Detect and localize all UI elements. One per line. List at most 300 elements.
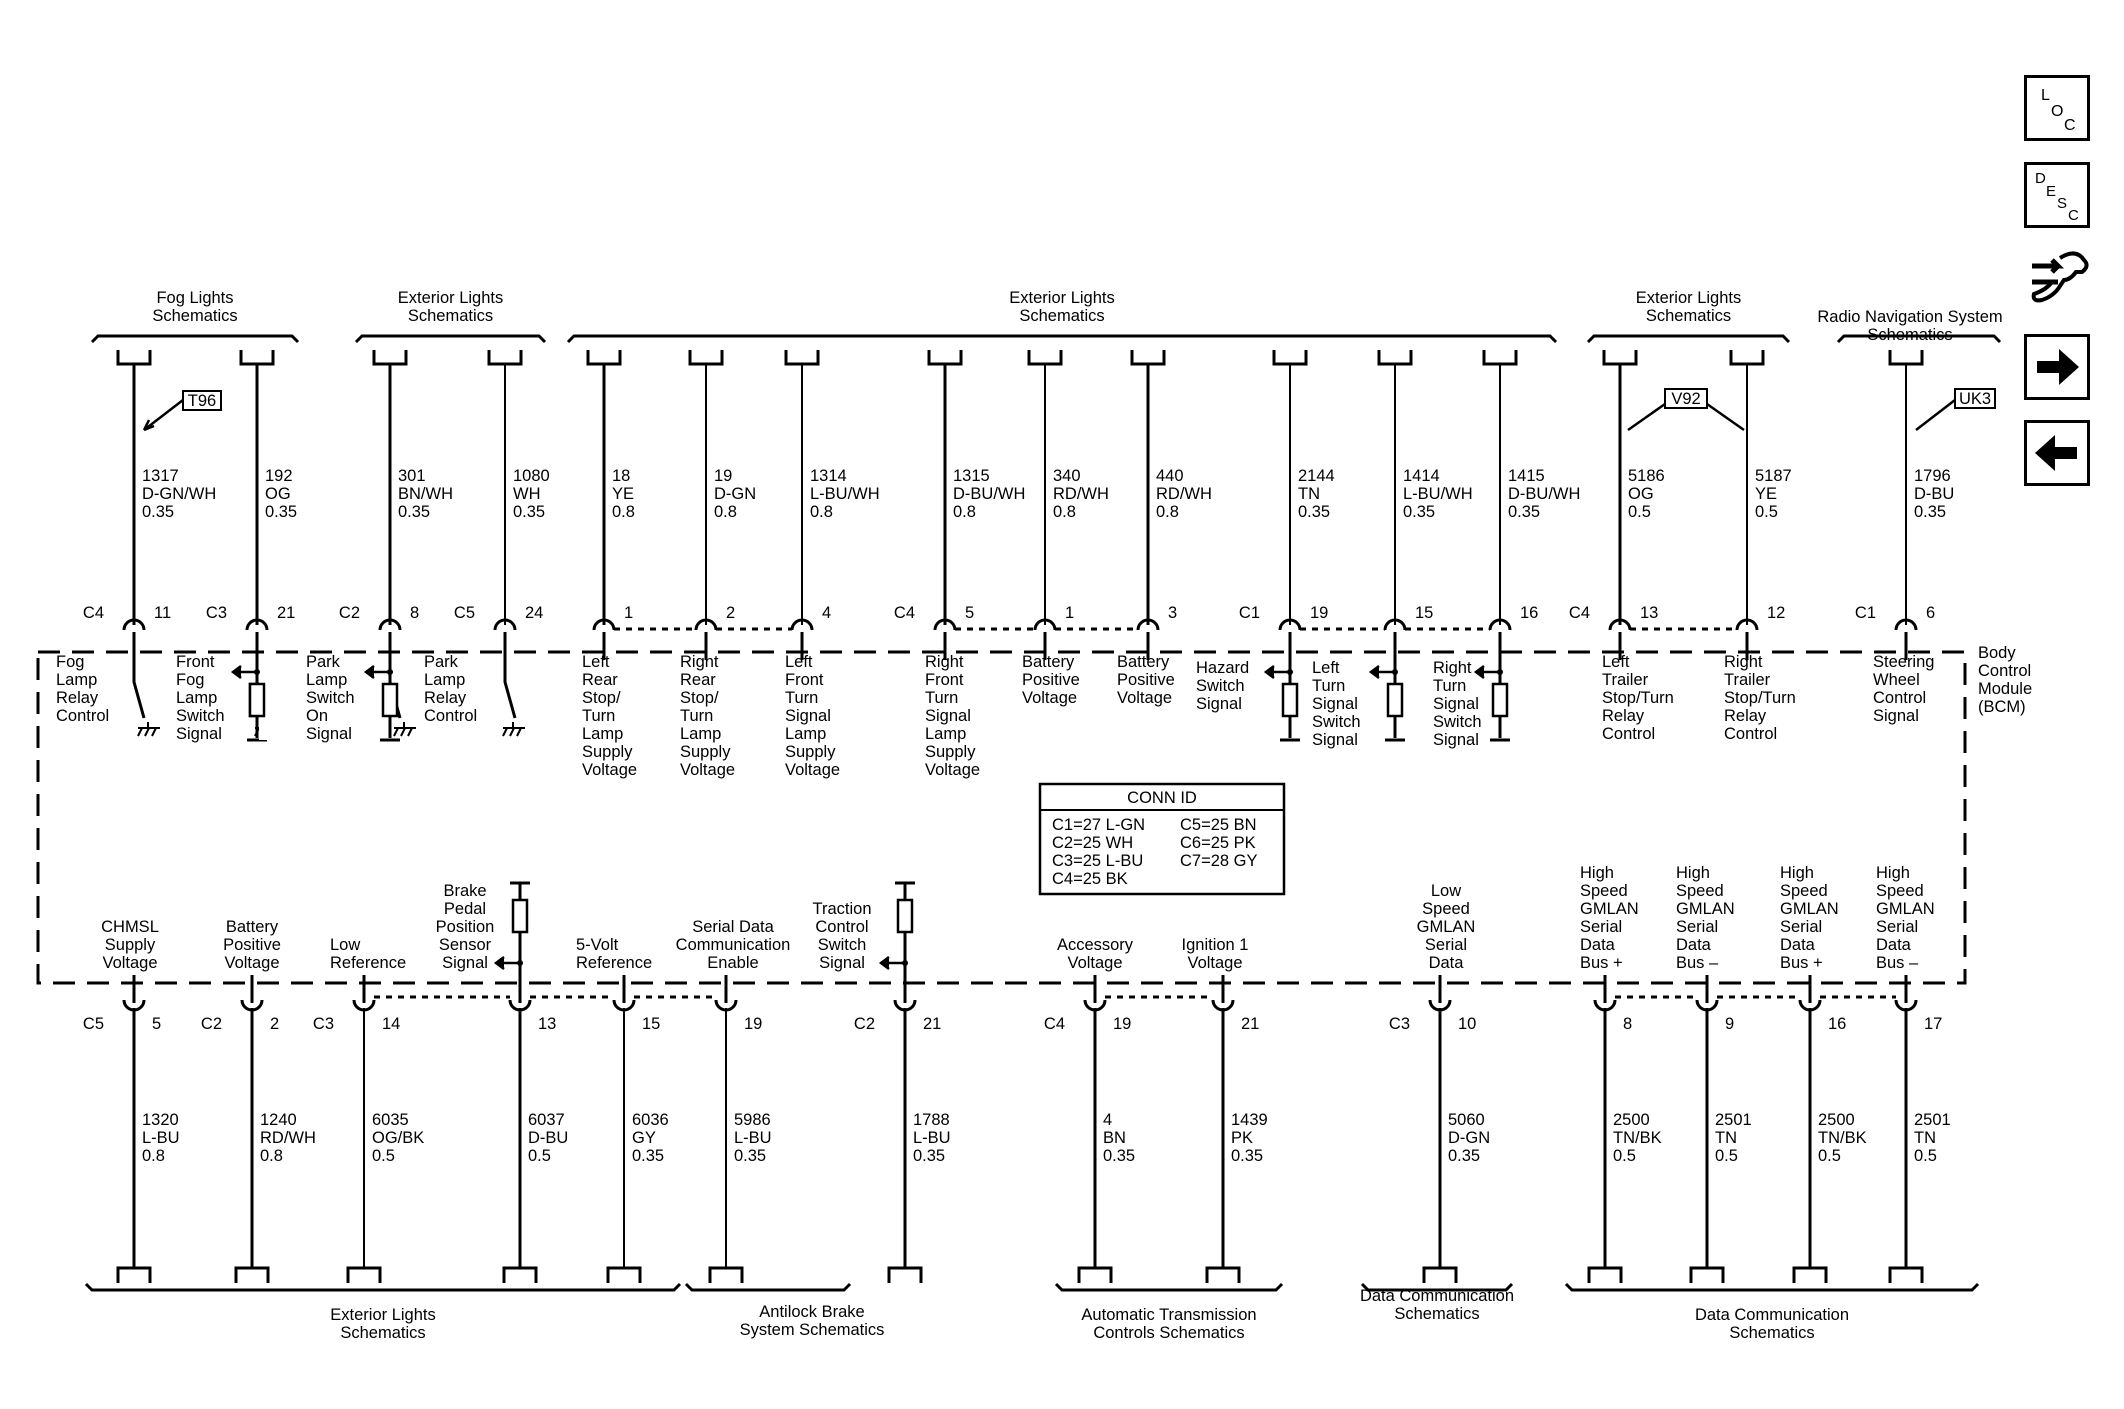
bottom-connector-stub-8 bbox=[1207, 1268, 1239, 1283]
bottom-bracket-label-4-line-1: Schematics bbox=[1729, 1324, 1815, 1342]
top-function-label-11-line-2: Signal bbox=[1312, 695, 1358, 713]
top-function-label-7-line-4: Lamp bbox=[925, 725, 967, 743]
top-function-label-7-line-6: Voltage bbox=[925, 761, 981, 779]
bottom-pin-number-6: 21 bbox=[923, 1015, 942, 1033]
top-circuit-3 bbox=[489, 350, 525, 736]
top-circuit-number-6: 1314 bbox=[810, 467, 847, 485]
sensor-splice-dot-1 bbox=[902, 960, 908, 966]
top-pin-number-9: 3 bbox=[1168, 604, 1178, 622]
top-bracket-label-2-line-0: Exterior Lights bbox=[1009, 289, 1115, 307]
top-function-label-12-line-3: Switch bbox=[1433, 713, 1482, 731]
bottom-bracket-2 bbox=[1056, 1284, 1282, 1290]
top-pin-number-5: 2 bbox=[726, 604, 736, 622]
bottom-circuit-gauge-9: 0.35 bbox=[1448, 1147, 1481, 1165]
bottom-pin-number-4: 15 bbox=[642, 1015, 661, 1033]
bottom-function-label-11-line-1: Speed bbox=[1676, 882, 1724, 900]
bottom-circuit-color-4: GY bbox=[632, 1129, 656, 1147]
top-connector-id-3: C5 bbox=[453, 604, 475, 622]
top-circuit-gauge-5: 0.8 bbox=[714, 503, 737, 521]
bottom-circuit-color-7: BN bbox=[1103, 1129, 1126, 1147]
desc-letter-s: S bbox=[2057, 195, 2068, 212]
top-circuit-number-4: 18 bbox=[612, 467, 631, 485]
top-connector-id-7: C4 bbox=[893, 604, 915, 622]
bottom-function-label-12-line-3: Serial bbox=[1780, 918, 1823, 936]
bottom-function-label-11-line-2: GMLAN bbox=[1676, 900, 1735, 918]
bottom-function-label-8-line-1: Voltage bbox=[1187, 954, 1243, 972]
loc-letter-l: L bbox=[2041, 87, 2050, 104]
previous-arrow-icon bbox=[2027, 423, 2087, 483]
top-function-label-7-line-1: Front bbox=[925, 671, 964, 689]
top-function-label-12-line-4: Signal bbox=[1433, 731, 1479, 749]
top-function-label-7-line-0: Right bbox=[925, 653, 964, 671]
bottom-pin-number-7: 19 bbox=[1113, 1015, 1132, 1033]
bottom-circuit-gauge-12: 0.5 bbox=[1818, 1147, 1841, 1165]
bottom-pin-number-0: 5 bbox=[152, 1015, 162, 1033]
top-circuit-gauge-15: 0.35 bbox=[1914, 503, 1947, 521]
previous-page-button[interactable] bbox=[2024, 420, 2090, 486]
top-pin-number-7: 5 bbox=[965, 604, 975, 622]
bottom-function-label-10-line-4: Data bbox=[1580, 936, 1615, 954]
top-function-label-2-line-0: Park bbox=[306, 653, 340, 671]
desc-button[interactable] bbox=[2024, 162, 2090, 228]
top-connector-stub-12 bbox=[1484, 350, 1516, 364]
option-tag-uk3-arrow bbox=[1916, 400, 1955, 430]
top-function-label-2-line-3: On bbox=[306, 707, 329, 725]
bottom-connector-stub-6 bbox=[889, 1268, 921, 1283]
top-connector-id-10: C1 bbox=[1238, 604, 1260, 622]
top-pin-number-3: 24 bbox=[525, 604, 544, 622]
bottom-circuit-color-5: L-BU bbox=[734, 1129, 772, 1147]
top-connector-id-13: C4 bbox=[1568, 604, 1590, 622]
top-connector-stub-14 bbox=[1731, 350, 1763, 364]
service-info-button[interactable] bbox=[2024, 246, 2090, 312]
top-connector-stub-4 bbox=[588, 350, 620, 364]
top-function-label-10-line-0: Hazard bbox=[1196, 659, 1250, 677]
top-function-label-4-line-0: Left bbox=[582, 653, 610, 671]
bottom-connector-id-0: C5 bbox=[82, 1015, 104, 1033]
top-function-label-6-line-2: Turn bbox=[785, 689, 819, 707]
top-function-label-3-line-2: Relay bbox=[424, 689, 467, 707]
top-function-label-5-line-2: Stop/ bbox=[680, 689, 719, 707]
bottom-circuit-color-12: TN/BK bbox=[1818, 1129, 1867, 1147]
bottom-pin-number-3: 13 bbox=[538, 1015, 557, 1033]
conn-id-right-0: C5=25 BN bbox=[1180, 816, 1257, 834]
bottom-bracket-1 bbox=[686, 1284, 850, 1290]
top-function-label-1-line-2: Lamp bbox=[176, 689, 218, 707]
splice-dot-2 bbox=[387, 669, 393, 675]
top-function-label-3-line-0: Park bbox=[424, 653, 458, 671]
top-function-label-4-line-6: Voltage bbox=[582, 761, 638, 779]
top-connector-stub-13 bbox=[1604, 350, 1636, 364]
bottom-function-label-6-line-0: Traction bbox=[812, 900, 872, 918]
bottom-circuit-color-1: RD/WH bbox=[260, 1129, 316, 1147]
bottom-connector-id-2: C3 bbox=[312, 1015, 334, 1033]
bottom-bracket-0 bbox=[86, 1284, 680, 1290]
top-function-label-12-line-1: Turn bbox=[1433, 677, 1467, 695]
top-pin-number-13: 13 bbox=[1640, 604, 1659, 622]
desc-letter-d: D bbox=[2035, 170, 2046, 187]
top-connector-stub-0 bbox=[118, 350, 150, 364]
bottom-circuit-gauge-11: 0.5 bbox=[1715, 1147, 1738, 1165]
sensor-splice-dot-0 bbox=[517, 960, 523, 966]
top-function-label-11-line-0: Left bbox=[1312, 659, 1340, 677]
top-circuit-number-2: 301 bbox=[398, 467, 426, 485]
bottom-pin-number-5: 19 bbox=[744, 1015, 763, 1033]
splice-dot-10 bbox=[1287, 669, 1293, 675]
top-connector-stub-6 bbox=[786, 350, 818, 364]
loc-button[interactable] bbox=[2024, 75, 2090, 141]
bottom-bracket-label-0-line-1: Schematics bbox=[340, 1324, 426, 1342]
top-function-label-9-line-1: Positive bbox=[1117, 671, 1175, 689]
top-bracket-1 bbox=[356, 336, 545, 342]
desc-letter-c: C bbox=[2068, 207, 2079, 224]
top-circuit-number-7: 1315 bbox=[953, 467, 990, 485]
top-circuit-color-3: WH bbox=[513, 485, 541, 503]
top-pin-number-0: 11 bbox=[154, 604, 172, 622]
top-bracket-label-0-line-1: Schematics bbox=[152, 307, 238, 325]
top-circuit-number-15: 1796 bbox=[1914, 467, 1951, 485]
top-circuit-number-5: 19 bbox=[714, 467, 733, 485]
desc-letter-e: E bbox=[2046, 183, 2057, 200]
top-circuit-color-0: D-GN/WH bbox=[142, 485, 217, 503]
top-circuit-number-13: 5186 bbox=[1628, 467, 1665, 485]
top-circuit-gauge-0: 0.35 bbox=[142, 503, 175, 521]
top-function-label-13-line-2: Stop/Turn bbox=[1602, 689, 1674, 707]
bottom-connector-id-9: C3 bbox=[1388, 1015, 1410, 1033]
top-circuit-2 bbox=[374, 350, 416, 736]
top-function-label-8-line-1: Positive bbox=[1022, 671, 1080, 689]
bottom-function-label-10-line-5: Bus + bbox=[1580, 954, 1623, 972]
top-function-label-14-line-2: Stop/Turn bbox=[1724, 689, 1796, 707]
bottom-connector-stub-11 bbox=[1691, 1268, 1723, 1283]
input-arrow-10 bbox=[1266, 666, 1290, 678]
top-function-label-12-line-0: Right bbox=[1433, 659, 1472, 677]
bottom-circuit-number-9: 5060 bbox=[1448, 1111, 1485, 1129]
bottom-connector-stub-13 bbox=[1890, 1268, 1922, 1283]
bottom-circuit-number-2: 6035 bbox=[372, 1111, 409, 1129]
bottom-pin-number-2: 14 bbox=[382, 1015, 401, 1033]
bottom-pin-number-9: 10 bbox=[1458, 1015, 1477, 1033]
bottom-function-label-13-line-5: Bus – bbox=[1876, 954, 1919, 972]
bottom-connector-id-1: C2 bbox=[200, 1015, 222, 1033]
top-function-label-2-line-1: Lamp bbox=[306, 671, 348, 689]
bottom-connector-stub-10 bbox=[1589, 1268, 1621, 1283]
top-function-label-15-line-2: Control bbox=[1873, 689, 1927, 707]
bottom-function-label-13-line-1: Speed bbox=[1876, 882, 1924, 900]
pullup-resistor-11 bbox=[1388, 684, 1402, 716]
top-function-label-12-line-2: Signal bbox=[1433, 695, 1479, 713]
chassis-ground-3 bbox=[503, 722, 525, 736]
relay-switch-0 bbox=[134, 660, 144, 718]
bottom-function-label-8-line-0: Ignition 1 bbox=[1181, 936, 1249, 954]
bottom-function-label-1-line-2: Voltage bbox=[224, 954, 280, 972]
bottom-pin-number-10: 8 bbox=[1623, 1015, 1633, 1033]
top-circuit-gauge-8: 0.8 bbox=[1053, 503, 1076, 521]
pullup-resistor-redraw-1 bbox=[250, 684, 264, 716]
bottom-circuit-gauge-1: 0.8 bbox=[260, 1147, 283, 1165]
top-connector-stub-2 bbox=[374, 350, 406, 364]
top-function-label-4-line-3: Turn bbox=[582, 707, 616, 725]
bottom-function-label-11-line-0: High bbox=[1676, 864, 1710, 882]
top-function-label-15-line-1: Wheel bbox=[1873, 671, 1920, 689]
bottom-bracket-label-2-line-0: Automatic Transmission bbox=[1081, 1306, 1257, 1324]
bottom-circuit-color-11: TN bbox=[1715, 1129, 1737, 1147]
top-circuit-gauge-14: 0.5 bbox=[1755, 503, 1778, 521]
bottom-connector-stub-3 bbox=[504, 1268, 536, 1283]
top-pin-number-15: 6 bbox=[1926, 604, 1936, 622]
bottom-circuit-number-1: 1240 bbox=[260, 1111, 297, 1129]
bottom-function-label-12-line-0: High bbox=[1780, 864, 1814, 882]
desc-icon bbox=[2027, 165, 2087, 225]
top-circuit-gauge-13: 0.5 bbox=[1628, 503, 1651, 521]
top-circuit-color-2: BN/WH bbox=[398, 485, 453, 503]
bottom-function-label-3-line-1: Pedal bbox=[443, 900, 487, 918]
chassis-ground-0 bbox=[138, 722, 160, 736]
bottom-circuit-gauge-4: 0.35 bbox=[632, 1147, 665, 1165]
sensor-input-arrow-1 bbox=[881, 957, 905, 969]
top-function-label-5-line-6: Voltage bbox=[680, 761, 736, 779]
bottom-function-label-11-line-5: Bus – bbox=[1676, 954, 1719, 972]
bottom-circuit-gauge-5: 0.35 bbox=[734, 1147, 767, 1165]
pullup-resistor-10 bbox=[1283, 684, 1297, 716]
top-circuit-12 bbox=[1476, 350, 1516, 740]
top-circuit-color-14: YE bbox=[1755, 485, 1778, 503]
top-circuit-gauge-3: 0.35 bbox=[513, 503, 546, 521]
top-function-label-4-line-1: Rear bbox=[582, 671, 618, 689]
bottom-pin-number-12: 16 bbox=[1828, 1015, 1847, 1033]
bottom-connector-stub-1 bbox=[236, 1268, 268, 1283]
top-connector-stub-1 bbox=[241, 350, 273, 364]
bottom-connector-stub-12 bbox=[1794, 1268, 1826, 1283]
sensor-pullup-resistor-1 bbox=[898, 900, 912, 932]
top-connector-stub-5 bbox=[690, 350, 722, 364]
top-circuit-gauge-10: 0.35 bbox=[1298, 503, 1331, 521]
bottom-circuit-gauge-13: 0.5 bbox=[1914, 1147, 1937, 1165]
top-circuit-number-3: 1080 bbox=[513, 467, 550, 485]
bottom-circuit-number-3: 6037 bbox=[528, 1111, 565, 1129]
top-circuit-number-11: 1414 bbox=[1403, 467, 1440, 485]
input-arrow-11 bbox=[1371, 666, 1395, 678]
top-pin-number-6: 4 bbox=[822, 604, 832, 622]
top-bracket-2 bbox=[568, 336, 1556, 342]
bottom-function-label-10-line-1: Speed bbox=[1580, 882, 1628, 900]
bottom-circuit-color-8: PK bbox=[1231, 1129, 1254, 1147]
bottom-connector-stub-5 bbox=[710, 1268, 742, 1283]
module-name-line-2: Module bbox=[1978, 680, 2033, 698]
conn-id-left-0: C1=27 L-GN bbox=[1052, 816, 1146, 834]
sensor-pullup-resistor-0 bbox=[513, 900, 527, 932]
top-function-label-0-line-1: Lamp bbox=[56, 671, 98, 689]
top-pin-number-8: 1 bbox=[1065, 604, 1075, 622]
top-circuit-color-10: TN bbox=[1298, 485, 1320, 503]
bottom-function-label-6-line-3: Signal bbox=[819, 954, 865, 972]
conn-id-left-1: C2=25 WH bbox=[1052, 834, 1134, 852]
bottom-function-label-0-line-1: Supply bbox=[104, 936, 156, 954]
bottom-connector-id-6: C2 bbox=[853, 1015, 875, 1033]
bottom-circuit-number-5: 5986 bbox=[734, 1111, 771, 1129]
bottom-function-label-3-line-0: Brake bbox=[443, 882, 487, 900]
top-bracket-label-4-line-0: Radio Navigation System bbox=[1817, 308, 2003, 326]
bottom-circuit-gauge-6: 0.35 bbox=[913, 1147, 946, 1165]
top-bracket-label-2-line-1: Schematics bbox=[1019, 307, 1105, 325]
bottom-pin-number-8: 21 bbox=[1241, 1015, 1260, 1033]
top-function-label-3-line-3: Control bbox=[424, 707, 478, 725]
top-function-label-6-line-0: Left bbox=[785, 653, 813, 671]
bottom-function-label-9-line-4: Data bbox=[1428, 954, 1464, 972]
top-pin-number-14: 12 bbox=[1767, 604, 1786, 622]
bottom-circuit-number-12: 2500 bbox=[1818, 1111, 1855, 1129]
top-function-label-2-line-4: Signal bbox=[306, 725, 352, 743]
top-function-label-4-line-2: Stop/ bbox=[582, 689, 621, 707]
top-bracket-label-1-line-1: Schematics bbox=[407, 307, 494, 325]
option-tag-v92: V92 bbox=[1671, 390, 1701, 408]
conn-id-right-2: C7=28 GY bbox=[1180, 852, 1258, 870]
top-function-label-3-line-1: Lamp bbox=[424, 671, 466, 689]
top-connector-stub-11 bbox=[1379, 350, 1411, 364]
module-name-line-3: (BCM) bbox=[1978, 698, 2026, 716]
top-bracket-label-1-line-0: Exterior Lights bbox=[397, 289, 504, 307]
bottom-circuit-gauge-10: 0.5 bbox=[1613, 1147, 1636, 1165]
bottom-connector-stub-9 bbox=[1424, 1268, 1456, 1283]
top-circuit-gauge-4: 0.8 bbox=[612, 503, 635, 521]
pullup-resistor-2 bbox=[383, 684, 397, 716]
next-arrow-icon bbox=[2027, 337, 2087, 397]
top-pin-number-4: 1 bbox=[624, 604, 634, 622]
top-circuit-color-13: OG bbox=[1628, 485, 1654, 503]
bottom-circuit-color-0: L-BU bbox=[142, 1129, 180, 1147]
top-connector-id-2: C2 bbox=[338, 604, 360, 622]
top-function-label-13-line-1: Trailer bbox=[1602, 671, 1649, 689]
top-pin-number-12: 16 bbox=[1520, 604, 1539, 622]
top-function-label-5-line-5: Supply bbox=[680, 743, 731, 761]
bottom-function-label-13-line-3: Serial bbox=[1876, 918, 1919, 936]
top-function-label-5-line-0: Right bbox=[680, 653, 719, 671]
module-name-line-1: Control bbox=[1978, 662, 2032, 680]
next-page-button[interactable] bbox=[2024, 334, 2090, 400]
top-circuit-gauge-12: 0.35 bbox=[1508, 503, 1541, 521]
bottom-circuit-color-9: D-GN bbox=[1448, 1129, 1491, 1147]
bottom-circuit-color-2: OG/BK bbox=[372, 1129, 425, 1147]
top-bracket-label-3-line-1: Schematics bbox=[1645, 307, 1732, 325]
top-function-label-11-line-1: Turn bbox=[1312, 677, 1346, 695]
top-pin-number-11: 15 bbox=[1415, 604, 1434, 622]
top-function-label-0-line-2: Relay bbox=[56, 689, 99, 707]
splice-dot-11 bbox=[1392, 669, 1398, 675]
bottom-function-label-7-line-0: Accessory bbox=[1056, 936, 1134, 954]
top-function-label-7-line-2: Turn bbox=[925, 689, 959, 707]
top-function-label-13-line-4: Control bbox=[1602, 725, 1656, 743]
bottom-bracket-label-1-line-1: System Schematics bbox=[739, 1321, 885, 1339]
bottom-circuit-number-4: 6036 bbox=[632, 1111, 669, 1129]
bottom-bracket-label-2-line-1: Controls Schematics bbox=[1093, 1324, 1245, 1342]
bottom-function-label-9-line-2: GMLAN bbox=[1416, 918, 1476, 936]
bottom-function-label-9-line-1: Speed bbox=[1422, 900, 1470, 918]
bottom-function-label-13-line-4: Data bbox=[1876, 936, 1911, 954]
top-function-label-11-line-3: Switch bbox=[1312, 713, 1361, 731]
bottom-pin-number-13: 17 bbox=[1924, 1015, 1943, 1033]
top-pin-number-10: 19 bbox=[1310, 604, 1329, 622]
bottom-function-label-12-line-5: Bus + bbox=[1780, 954, 1823, 972]
bottom-connector-stub-2 bbox=[348, 1268, 380, 1283]
bottom-circuit-number-13: 2501 bbox=[1914, 1111, 1951, 1129]
bottom-circuit-number-7: 4 bbox=[1103, 1111, 1113, 1129]
bottom-circuit-color-3: D-BU bbox=[528, 1129, 569, 1147]
bottom-function-label-10-line-0: High bbox=[1580, 864, 1614, 882]
top-function-label-5-line-3: Turn bbox=[680, 707, 714, 725]
bottom-function-label-11-line-3: Serial bbox=[1676, 918, 1719, 936]
bottom-circuit-number-0: 1320 bbox=[142, 1111, 179, 1129]
top-function-label-11-line-4: Signal bbox=[1312, 731, 1358, 749]
top-circuit-color-7: D-BU/WH bbox=[953, 485, 1026, 503]
chassis-ground-2 bbox=[394, 722, 416, 736]
bottom-function-label-13-line-0: High bbox=[1876, 864, 1910, 882]
bottom-bracket-label-1-line-0: Antilock Brake bbox=[759, 1303, 865, 1321]
top-bracket-label-4-line-1: Schematics bbox=[1867, 326, 1953, 344]
top-circuit-10 bbox=[1266, 350, 1306, 740]
bottom-circuit-number-10: 2500 bbox=[1613, 1111, 1650, 1129]
top-circuit-color-4: YE bbox=[612, 485, 635, 503]
top-function-label-8-line-0: Battery bbox=[1022, 653, 1075, 671]
top-connector-stub-7 bbox=[929, 350, 961, 364]
top-circuit-number-1: 192 bbox=[265, 467, 293, 485]
top-circuit-color-15: D-BU bbox=[1914, 485, 1955, 503]
bottom-function-label-11-line-4: Data bbox=[1676, 936, 1711, 954]
splice-dot-12 bbox=[1497, 669, 1503, 675]
top-function-label-10-line-1: Switch bbox=[1196, 677, 1245, 695]
top-function-label-6-line-3: Signal bbox=[785, 707, 831, 725]
top-circuit-gauge-6: 0.8 bbox=[810, 503, 833, 521]
bottom-bracket-label-4-line-0: Data Communication bbox=[1694, 1306, 1850, 1324]
bottom-function-label-9-line-0: Low bbox=[1430, 882, 1462, 900]
top-function-label-10-line-2: Signal bbox=[1196, 695, 1242, 713]
conn-id-left-2: C3=25 L-BU bbox=[1052, 852, 1144, 870]
top-bracket-label-3-line-0: Exterior Lights bbox=[1635, 289, 1742, 307]
loc-letter-c: C bbox=[2064, 117, 2076, 134]
top-circuit-gauge-1: 0.35 bbox=[265, 503, 298, 521]
top-circuit-gauge-9: 0.8 bbox=[1156, 503, 1179, 521]
bottom-function-label-12-line-1: Speed bbox=[1780, 882, 1828, 900]
option-tag-t96-arrow bbox=[144, 400, 183, 430]
top-connector-id-1: C3 bbox=[205, 604, 227, 622]
bottom-circuit-number-11: 2501 bbox=[1715, 1111, 1752, 1129]
bottom-bracket-label-0-line-0: Exterior Lights bbox=[330, 1306, 436, 1324]
bottom-connector-stub-4 bbox=[608, 1268, 640, 1283]
top-function-label-4-line-4: Lamp bbox=[582, 725, 624, 743]
top-circuit-number-10: 2144 bbox=[1298, 467, 1335, 485]
top-function-label-6-line-6: Voltage bbox=[785, 761, 841, 779]
top-function-label-2-line-2: Switch bbox=[306, 689, 355, 707]
top-function-label-8-line-2: Voltage bbox=[1022, 689, 1078, 707]
service-info-icon bbox=[2024, 246, 2094, 316]
bottom-circuit-gauge-2: 0.5 bbox=[372, 1147, 395, 1165]
bottom-function-label-0-line-2: Voltage bbox=[102, 954, 158, 972]
top-connector-stub-10 bbox=[1274, 350, 1306, 364]
bottom-function-label-6-line-2: Switch bbox=[817, 936, 867, 954]
bottom-connector-id-7: C4 bbox=[1043, 1015, 1065, 1033]
top-circuit-color-9: RD/WH bbox=[1156, 485, 1212, 503]
bottom-function-label-4-line-0: 5-Volt bbox=[576, 936, 619, 954]
top-function-label-15-line-0: Steering bbox=[1873, 653, 1935, 671]
top-function-label-6-line-1: Front bbox=[785, 671, 824, 689]
top-circuit-color-6: L-BU/WH bbox=[810, 485, 880, 503]
top-function-label-14-line-1: Trailer bbox=[1724, 671, 1771, 689]
bottom-function-label-1-line-1: Positive bbox=[223, 936, 281, 954]
conn-id-title: CONN ID bbox=[1127, 789, 1197, 807]
top-function-label-9-line-2: Voltage bbox=[1117, 689, 1173, 707]
top-function-label-9-line-0: Battery bbox=[1117, 653, 1170, 671]
bottom-function-label-9-line-3: Serial bbox=[1424, 936, 1468, 954]
top-function-label-14-line-0: Right bbox=[1724, 653, 1763, 671]
